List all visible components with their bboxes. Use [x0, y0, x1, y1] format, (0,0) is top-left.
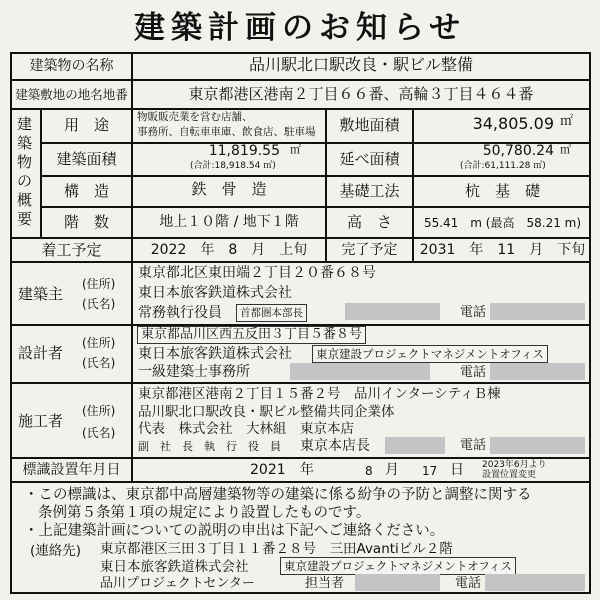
floor-area-unit: ㎡ [560, 143, 571, 156]
building-area-unit: ㎡ [290, 143, 301, 156]
floor-area-value: 50,780.24 [482, 143, 554, 159]
sign-date-year-unit: 年 [300, 462, 314, 478]
builder-role: 施工者 [18, 412, 64, 430]
owner-phone-label: 電話 [460, 305, 487, 320]
designer-role: 設計者 [18, 344, 64, 362]
builder-person-branch: 東京本店長 [300, 438, 370, 454]
redacted-name [290, 363, 430, 380]
sign-date-label: 標識設置年月日 [22, 462, 121, 478]
foundation-value: 杭 基 礎 [464, 182, 540, 200]
notes-line3: ・上記建築計画についての説明の申出は下記へご連絡ください。 [24, 523, 445, 539]
redacted-phone [490, 437, 585, 454]
redacted-name [355, 574, 440, 591]
builder-address-label: (住所) [82, 404, 116, 418]
site-area-unit: ㎡ [560, 114, 574, 129]
building-area-value: 11,819.55 [208, 143, 280, 159]
redacted-phone [485, 574, 585, 591]
sign-date-month: 8 [365, 464, 373, 478]
building-name-value: 品川駅北口駅改良・駅ビル整備 [248, 55, 473, 74]
use-value-line2: 事務所、自転車車庫、飲食店、駐車場 [137, 126, 316, 138]
structure-label: 構 造 [63, 182, 109, 200]
sign-date-note-line1: 2023年6月より [482, 460, 547, 470]
designer-name-label: (氏名) [82, 356, 116, 370]
designer-architect: 一級建築士事務所 [138, 364, 250, 380]
contact-phone-label: 電話 [455, 576, 482, 591]
redacted-name [385, 437, 445, 454]
designer-phone-label: 電話 [460, 365, 487, 380]
notes-line2: 条例第５条第１項の規定により設置したものです。 [38, 505, 371, 521]
row-divider [40, 206, 591, 208]
use-value-line1: 物販販売業を営む店舗、 [137, 111, 253, 123]
row-divider [10, 79, 591, 81]
floors-label: 階 数 [63, 213, 109, 231]
owner-address: 東京都北区東田端２丁目２０番６８号 [138, 265, 376, 281]
builder-address: 東京都港区港南２丁目１５番２号 品川インターシティＢ棟 [138, 386, 501, 402]
designer-address: 東京都品川区西五反田３丁目５番８号 [137, 326, 366, 344]
row-divider [40, 175, 591, 177]
foundation-label: 基礎工法 [339, 182, 400, 200]
site-address-value: 東京都港区港南２丁目６６番、高輪３丁目４６４番 [188, 85, 534, 103]
row-divider [10, 382, 591, 384]
row-divider [10, 237, 591, 239]
notes-line1: ・この標識は、東京都中高層建築物等の建築に係る紛争の予防と調整に関する [24, 487, 532, 503]
owner-role: 建築主 [18, 285, 64, 303]
notice-title: 建築計画のお知らせ [133, 10, 467, 46]
redacted-name [345, 303, 440, 320]
builder-rep: 代表 株式会社 大林組 東京本店 [138, 421, 354, 437]
contact-office: 東京建設プロジェクトマネジメントオフィス [280, 557, 516, 575]
building-area-total: (合計:18,918.54 ㎡) [190, 161, 276, 171]
builder-person-title: 副 社 長 執 行 役 員 [138, 440, 281, 453]
use-label: 用 途 [63, 116, 109, 134]
start-label: 着工予定 [41, 241, 102, 259]
overview-side-label: 建築物の概要 [16, 115, 32, 228]
start-value: 2022 年 8 月 上旬 [150, 242, 308, 258]
owner-address-label: (住所) [82, 277, 116, 291]
site-address-label: 建築敷地の地名地番 [15, 87, 128, 102]
col-divider [131, 457, 133, 481]
sign-date-note-line2: 設置位置変更 [482, 470, 537, 480]
end-label: 完了予定 [341, 242, 398, 258]
sign-date-year: 2021 [250, 462, 286, 478]
building-name-label: 建築物の名称 [29, 58, 114, 74]
designer-office: 東京建設プロジェクトマネジメントオフィス [312, 345, 548, 363]
building-area-label: 建築面積 [56, 150, 117, 168]
owner-person-dept: 首都圏本部長 [236, 304, 307, 322]
contact-label: (連絡先) [30, 543, 82, 559]
contact-person-label: 担当者 [305, 576, 345, 591]
row-divider [10, 457, 591, 459]
sign-date-day-unit: 日 [450, 462, 464, 478]
height-label: 高 さ [346, 213, 392, 231]
row-divider [10, 481, 591, 483]
designer-address-label: (住所) [82, 336, 116, 350]
row-divider [10, 261, 591, 263]
redacted-phone [490, 363, 585, 380]
builder-phone-label: 電話 [460, 438, 487, 453]
owner-name-label: (氏名) [82, 297, 116, 311]
redacted-phone [490, 303, 585, 320]
designer-name: 東日本旅客鉄道株式会社 [138, 346, 292, 362]
sign-date-day: 17 [422, 464, 438, 478]
builder-name-label: (氏名) [82, 426, 116, 440]
builder-jv: 品川駅北口駅改良・駅ビル整備共同企業体 [138, 404, 395, 420]
contact-address: 東京都港区三田３丁目１１番２８号 三田Avantiビル２階 [100, 541, 453, 557]
site-area-label: 敷地面積 [339, 116, 400, 134]
col-divider [131, 261, 133, 457]
row-divider [10, 108, 591, 110]
floor-area-label: 延べ面積 [339, 150, 400, 168]
owner-person-title: 常務執行役員 [138, 305, 222, 321]
contact-company: 東日本旅客鉄道株式会社 [100, 559, 249, 575]
height-value: 55.41 m (最高 58.21 m) [423, 216, 582, 230]
floor-area-total: (合計:61,111.28 ㎡) [460, 161, 546, 171]
end-value: 2031 年 11 月 下旬 [419, 242, 586, 258]
site-area-value: 34,805.09 [472, 114, 554, 133]
sign-date-month-unit: 月 [385, 462, 399, 478]
structure-value: 鉄 骨 造 [191, 180, 267, 198]
floors-value: 地上１０階 / 地下１階 [159, 214, 299, 230]
contact-center: 品川プロジェクトセンター [100, 576, 255, 591]
owner-name: 東日本旅客鉄道株式会社 [138, 285, 292, 301]
